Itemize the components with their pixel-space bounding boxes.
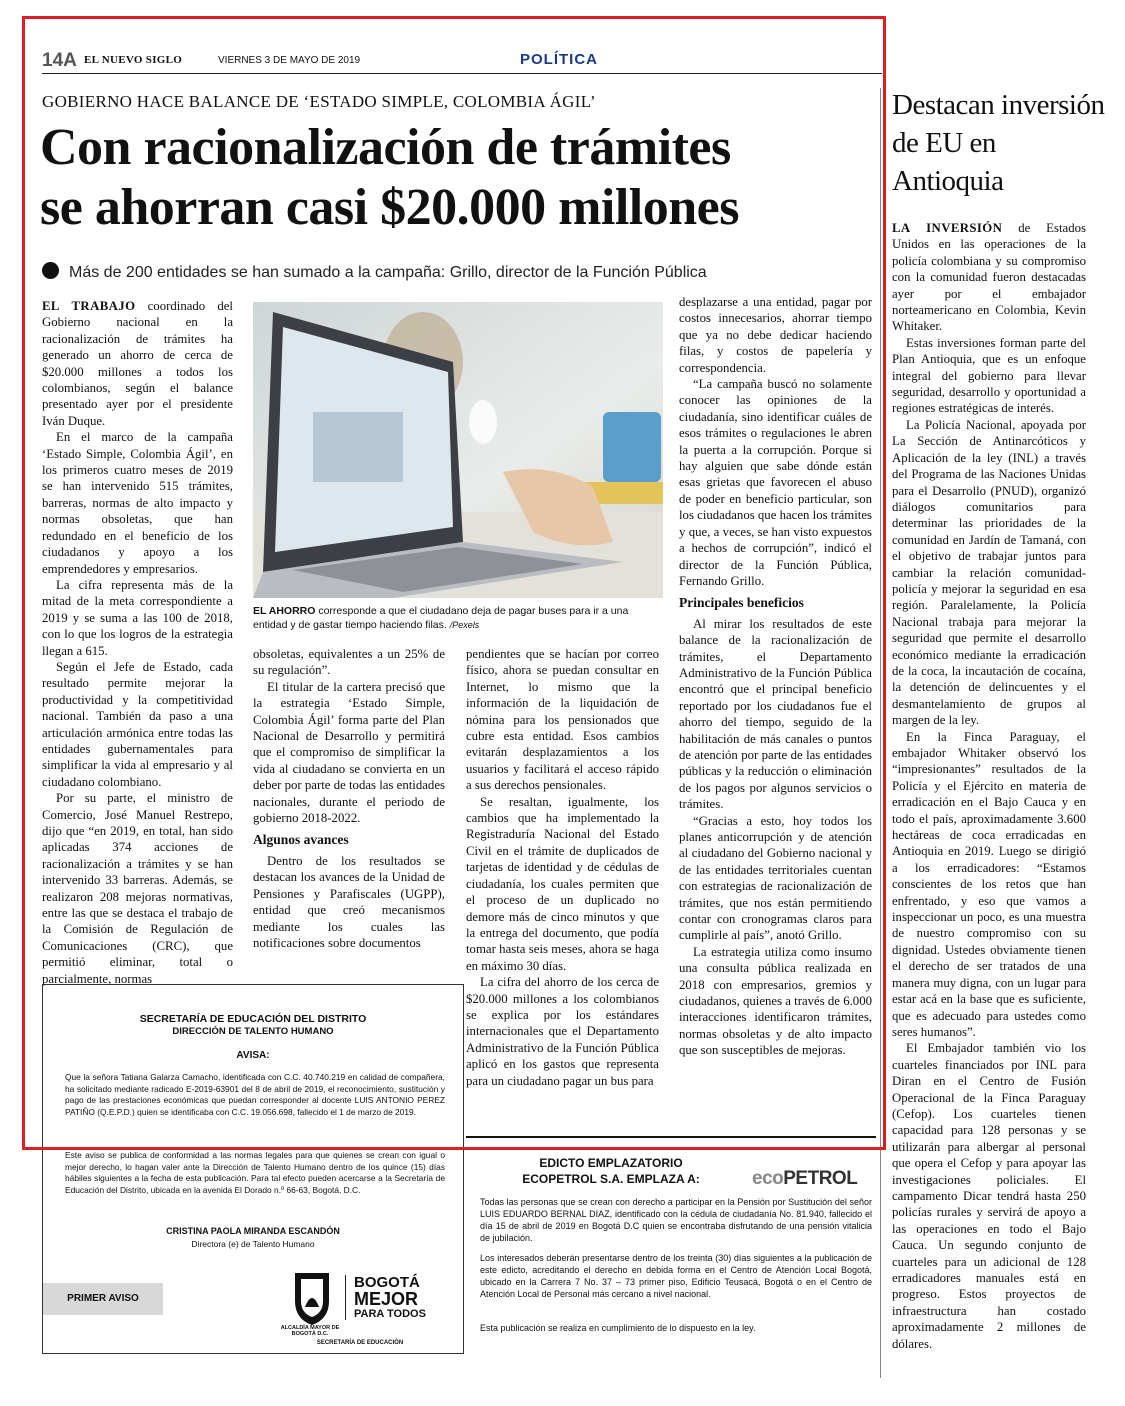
page-number: 14A <box>42 50 77 71</box>
secretaria-label: SECRETARÍA DE EDUCACIÓN <box>316 1340 404 1346</box>
primer-aviso-badge: PRIMER AVISO <box>43 1283 163 1315</box>
edicto-paragraph: Esta publicación se realiza en cumplimiento de lo dispuesto en la ley. <box>480 1323 756 1333</box>
notice-body: Que la señora Tatiana Galarza Camacho, identificada con C.C. 40.740.219 en calidad de compañera, ha solicitado mediante radicado E-2019-63901 del 8 de abril de 2019, el reconocimiento, sustitución y pago de las prestaciones económicas que puedan corresponder al docente LUIS ANTONIO PEREZ PATIÑO (Q.E.P.D.) quien se identificaba con C.C. 19.056.698, fallecido el 1 de marzo de 2019. <box>65 1072 445 1117</box>
paragraph: En el marco de la campaña ‘Estado Simple, Colombia Ágil’, en los primeros cuatro meses de 2019 se han intervenido 515 trámites, barreras, normas de alto impacto y normas obsoletas, que han redundado en el beneficio de los ciudadanos y apoyo a los emprendedores y empresarios. <box>42 430 233 576</box>
paragraph: pendientes que se hacían por correo físico, ahora se puedan consultar en Internet, lo mismo que la información de la liquidación de nómina para los pensionados que cubre esta entidad. Esos cambios evitarán desplazamientos a los usuarios y facilitará el acceso rápido a sus derechos pensionales. <box>466 647 659 793</box>
bogota-mejor-logo: BOGOTÁ MEJOR PARA TODOS <box>345 1275 433 1320</box>
paragraph: EL TRABAJO coordinado del Gobierno nacional en la racionalización de trámites ha generado un ahorro de cerca de $20.000 millones a todos los colombianos, según el balance presentado ayer por el presidente Iván Duque. <box>42 299 233 428</box>
paragraph: La estrategia utiliza como insumo una consulta pública realizada en 2018 con empresarios, gremios y ciudadanos, quienes a través de 6.000 interacciones identificaron trámites, normas obsoletas y de alto impacto que son susceptibles de mejoras. <box>679 944 872 1058</box>
article-column-4 <box>679 294 872 1059</box>
newspaper-name: EL NUEVO SIGLO <box>84 54 183 66</box>
ecopetrol-logo: ecoPETROL <box>752 1168 858 1189</box>
article-kicker: GOBIERNO HACE BALANCE DE ‘ESTADO SIMPLE, COLOMBIA ÁGIL’ <box>42 92 596 111</box>
notice-body-2: Este aviso se publica de conformidad a las normas legales para que quienes se crean con igual o mejor derecho, lo hagan valer ante la Dirección de Talento Humano dentro de los quince (15) días hábiles siguientes a la fecha de esta publicación. Para tal efecto pueden acercarse a la Secretaría de Educación del Distrito, ubicada en la avenida El Dorado n.º 66-63, Bogotá, D.C. <box>65 1150 445 1195</box>
notice-title: SECRETARÍA DE EDUCACIÓN DEL DISTRITO <box>139 1013 367 1025</box>
edicto-subtitle: ECOPETROL S.A. EMPLAZA A: <box>522 1172 700 1186</box>
article-photo <box>253 302 663 598</box>
paragraph: Estas inversiones forman parte del Plan Antioquia, que es un enfoque integral del gobierno para llevar seguridad, desarrollo y oportunidad a regiones estratégicas de interés. <box>892 335 1086 416</box>
paragraph: El titular de la cartera precisó que la estrategia ‘Estado Simple, Colombia Ágil’ forma parte del Plan Nacional de Desarrollo y permitirá que el compromiso de simplificar la vida al ciudadano se convierta en un deber por parte de todas las entidades nacionales, durante el periodo de gobierno 2018-2022. <box>253 679 445 826</box>
sidebar-column <box>892 220 1086 1352</box>
bogota-crest-icon <box>287 1267 337 1331</box>
notice-signer: CRISTINA PAOLA MIRANDA ESCANDÓN <box>166 1226 340 1236</box>
headline-line-1: Con racionalización de trámites <box>40 119 731 176</box>
issue-date: VIERNES 3 DE MAYO DE 2019 <box>218 55 361 66</box>
photo-caption: EL AHORRO corresponde a que el ciudadano deja de pagar buses para ir a una entidad y de gastar tiempo haciendo filas. /Pexels <box>253 605 629 631</box>
notice-avisa: AVISA: <box>236 1050 270 1061</box>
bullet-icon <box>42 262 59 279</box>
caption-lead: EL AHORRO <box>253 605 316 617</box>
paragraph: “La campaña buscó no solamente conocer las opiniones de la ciudadanía, sino identificar cuáles de esos trámites o regulaciones le abren la puerta a la corrupción. Porque si hay alguien que sabe dónde están esas grietas que favorecen el abuso de poder en beneficio particular, son los ciudadanos que hacen los trámites y que, a veces, se han visto expuestos a hechos de corrupción”, indicó el director de la Función Pública, Fernando Grillo. <box>679 377 872 588</box>
article-column-1 <box>42 298 233 987</box>
notice-secretaria-educacion <box>42 984 464 1354</box>
paragraph: Al mirar los resultados de este balance de la racionalización de trámites, el Departamento Administrativo de la Función Pública encontró que el principal beneficio reportado por los ciudadanos fue el ahorro del tiempo, seguido de la habilitación de más canales o puntos de atención por parte de las entidades públicas y la reducción o eliminación de los pagos por algunos servicios o trámites. <box>679 616 872 812</box>
paragraph: desplazarse a una entidad, pagar por costos innecesarios, ahorrar tiempo que ya no debe dedicar haciendo filas, y costos de papelería y correspondencia. <box>679 295 872 375</box>
edicto-paragraph: Los interesados deberán presentarse dentro de los treinta (30) días siguientes a la publicación de este edicto, acreditando el derecho en debida forma en el Centro de Atención Local Bogotá, ubicado en la Carrera 7 No. 37 – 73 primer piso, Edificio Teusacá, Bogotá o en el Centro de Atención Local de Personal más cercano a nivel nacional. <box>480 1253 872 1299</box>
lead-word: LA INVERSIÓN <box>892 221 1003 235</box>
article-column-3 <box>466 646 659 1089</box>
article-headline <box>40 118 840 238</box>
page-header <box>42 52 882 74</box>
paragraph: La cifra representa más de la mitad de la meta correspondiente a 2019 y se suma a las 100 de 2018, con lo que los logros de la estrategia llegan a 615. <box>42 577 233 658</box>
paragraph: La cifra del ahorro de los cerca de $20.000 millones a los colombianos se explica por los estándares internacionales que el Departamento Administrativo de la Función Pública aplicó en los gastos que representa para un ciudadano pagar un bus para <box>466 975 659 1088</box>
notice-signer-role: Directora (e) de Talento Humano <box>191 1239 315 1249</box>
article-summary <box>42 262 707 282</box>
subheading: Algunos avances <box>253 832 349 848</box>
paragraph: “Gracias a esto, hoy todos los planes anticorrupción y de atención al ciudadano del Gobierno nacional y de las entidades territoriales cuentan con estrategias de racionalización de trámites, que nos están permitiendo contar con cronogramas claros para cumplirle al país”, anotó Grillo. <box>679 813 872 943</box>
edicto-title: EDICTO EMPLAZATORIO <box>539 1156 683 1170</box>
headline-line-2: se ahorran casi $20.000 millones <box>40 179 739 236</box>
sidebar-headline: Destacan inversión de EU en Antioquia <box>892 89 1105 197</box>
laptop-photo-illustration <box>253 302 663 598</box>
article-column-2 <box>253 646 445 951</box>
lead-word: EL TRABAJO <box>42 299 136 313</box>
paragraph: En la Finca Paraguay, el embajador Whitaker observó los “impresionantes” resultados de la Policía y el Ejército en materia de erradicación en el Bajo Cauca y en todo el país, aproximadamente 3.600 hectáreas de coca erradicadas en Antioquia en 2019. Luego se dirigió a los erradicadores: “Estamos conscientes de los retos que han enfrentado, y eso que vamos a inspeccionar un poco, es una muestra de nuestro compromiso con su dignidad. Ustedes obviamente tienen el derecho de ser tratados de una manera muy digna, con un lugar para estar acá en la base que es suficiente, que es adecuado para ustedes como seres humanos”. <box>892 729 1086 1039</box>
paragraph: Se resaltan, igualmente, los cambios que ha implementado la Registraduría Nacional del Estado Civil en el trámite de duplicados de tarjetas de identidad y de cédulas de ciudadanía, los cuales permiten que el proceso de un duplicado no demore más de cinco minutos y que la entrega del documento, que podía tomar hasta seis meses, ahora se haga en máximo 30 días. <box>466 794 659 973</box>
subheading: Principales beneficios <box>679 595 804 611</box>
notice-subtitle: DIRECCIÓN DE TALENTO HUMANO <box>172 1026 334 1037</box>
summary-text: Más de 200 entidades se han sumado a la campaña: Grillo, director de la Función Pública <box>69 264 707 281</box>
paragraph: Dentro de los resultados se destacan los avances de la Unidad de Pensiones y Parafiscales (UGPP), entidad que creó mecanismos mediante los cuales las notificaciones sobre documentos <box>253 853 445 950</box>
photo-credit: /Pexels <box>449 620 480 630</box>
sidebar-divider <box>880 88 881 1378</box>
section-name: POLÍTICA <box>520 51 598 68</box>
paragraph: Por su parte, el ministro de Comercio, José Manuel Restrepo, dijo que “en 2019, en total, han sido aplicadas 374 acciones de racionalización a trámites y se han intervenido 33 barreras. Además, se realizaron 208 mejoras normativas, entre las que se destaca el trabajo de la Comisión de Regulación de Comunicaciones (CRC), que permitió eliminar, total o parcialmente, normas <box>42 791 233 986</box>
paragraph: Según el Jefe de Estado, cada resultado permite mejorar la productividad y la competitividad nacional. También da paso a una articulación armónica entre todas las entidades gubernamentales para simplificar la vida al empresario y al ciudadano colombiano. <box>42 659 233 789</box>
paragraph: El Embajador también vio los cuarteles financiados por INL para Diran en el Centro de Fusión Operacional de la Finca Paraguay (Cefop). Los cuarteles tienen capacidad para 128 personas y se utilizarán para albergar al personal que opera el Cefop y para apoyar las investigaciones policiales. El campamento Dicar tendrá hasta 250 policías rurales y servirá de apoyo a las operaciones en todo el Bajo Cauca. Un segundo conjunto de cuarteles para un adicional de 128 erradicadores manuales está en progreso. Estos proyectos de infraestructura han costado aproximadamente 2 millones de dólares. <box>892 1041 1086 1351</box>
notice-edicto-ecopetrol <box>466 1136 876 1346</box>
paragraph: La Policía Nacional, apoyada por La Sección de Antinarcóticos y Aplicación de la ley (INL) a través del Programa de las Naciones Unidas para el Desarrollo (PNUD), organizó diálogos comunitarios para determinar las prioridades de la comunidad en Jardín de Tamaná, con el objetivo de trabajar juntos para cambiar la relación comunidad-policía y mejorar la seguridad en esa región. Paralelamente, la Policía Nacional trabaja para mejorar la seguridad que permite el desarrollo económico mediante la erradicación de la coca, la incautación de cocaína, la detención de delincuentes y el desmantelamiento de grupos al margen de la ley. <box>892 417 1086 728</box>
paragraph: obsoletas, equivalentes a un 25% de su regulación”. <box>253 647 445 678</box>
edicto-paragraph: Todas las personas que se crean con derecho a participar en la Pensión por Sustitución del señor LUIS EDUARDO BERNAL DIAZ, identificado con la cédula de ciudadanía No. 81.940, fallecido el día 15 de abril de 2019 en Bogotá D.C quien se encontraba disfrutando de una pensión vitalicia de jubilación. <box>480 1197 872 1243</box>
alcaldia-label: ALCALDÍA MAYOR DE BOGOTÁ D.C. <box>280 1325 340 1337</box>
paragraph: LA INVERSIÓN de Estados Unidos en las operaciones de la policía colombiana y su compromiso con la comunidad fueron destacadas ayer por el embajador norteamericano en Colombia, Kevin Whitaker. <box>892 221 1086 334</box>
